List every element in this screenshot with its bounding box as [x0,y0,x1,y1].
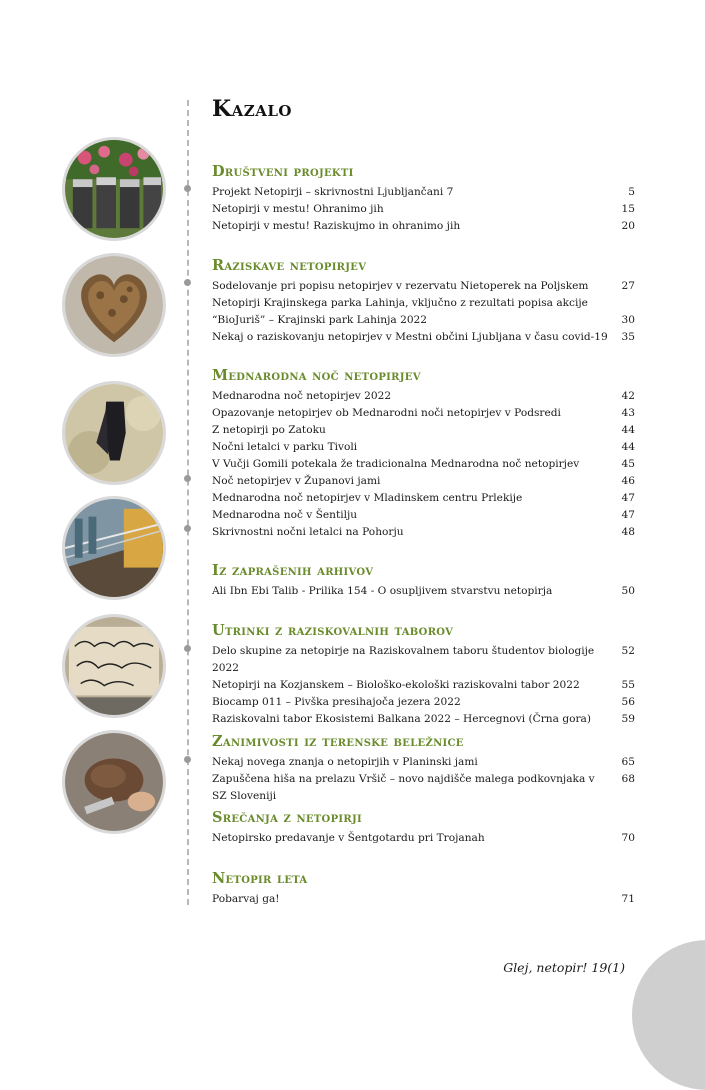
section-title: Društveni projekti [212,163,354,180]
section-srecanja [212,809,635,847]
timeline-dot [184,185,191,192]
toc-entry[interactable] [212,490,635,507]
toc-entry[interactable] [212,694,635,711]
entry-page: 20 [621,220,635,232]
entry-title: Mednarodna noč netopirjev v Mladinskem centru Prlekije [212,492,523,504]
entry-title: Raziskovalni tabor Ekosistemi Balkana 2022 – Hercegnovi (Črna gora) [212,713,591,725]
entry-page: 43 [621,407,635,419]
section-zanimivosti [212,733,635,805]
toc-entry[interactable] [212,439,635,456]
entry-page: 44 [621,424,635,436]
toc-entry[interactable] [212,405,635,422]
section-title: Mednarodna noč netopirjev [212,367,421,384]
section-arhivi [212,562,635,600]
section-title: Netopir leta [212,870,308,887]
toc-entry[interactable] [212,507,635,524]
entry-page: 50 [621,585,635,597]
toc-entry[interactable] [212,278,635,295]
timeline-dot [184,475,191,482]
section-title: Zanimivosti iz terenske beležnice [212,733,464,750]
toc-entry[interactable] [212,201,635,218]
entry-page: 47 [621,492,635,504]
section-utrinki [212,622,635,728]
photo-bat-in-hand [62,730,166,834]
entry-page: 15 [621,203,635,215]
entry-title: Z netopirji po Zatoku [212,424,326,436]
toc-entry[interactable] [212,218,635,235]
photo-bat-boxes [62,137,166,241]
entry-page: 27 [621,280,635,292]
entry-page: 48 [621,526,635,538]
footer-journal-issue: Glej, netopir! 19(1) [503,960,625,975]
entry-page: 71 [621,893,635,905]
entry-title: Biocamp 011 – Pivška presihajoča jezera 2022 [212,696,461,708]
entry-title: Mednarodna noč netopirjev 2022 [212,390,392,402]
timeline-dot [184,279,191,286]
toc-entry[interactable] [212,891,635,908]
entry-title: Ali Ibn Ebi Talib - Prilika 154 - O osupljivem stvarstvu netopirja [212,585,553,597]
entry-page: 55 [621,679,635,691]
toc-entry[interactable] [212,771,635,805]
entry-title: Netopirji na Kozjanskem – Biološko-ekološki raziskovalni tabor 2022 [212,679,580,691]
timeline-dot [184,645,191,652]
entry-page: 42 [621,390,635,402]
section-raziskave [212,257,635,346]
entry-page: 52 [621,645,635,657]
entry-title: Netopirsko predavanje v Šentgotardu pri Trojanah [212,832,485,844]
entry-page: 47 [621,509,635,521]
toc-entry[interactable] [212,473,635,490]
entry-page: 59 [621,713,635,725]
entry-title: Netopirji v mestu! Ohranimo jih [212,203,384,215]
toc-entry[interactable] [212,830,635,847]
entry-page: 45 [621,458,635,470]
toc-entry[interactable] [212,711,635,728]
section-title: Iz zaprašenih arhivov [212,562,374,579]
entry-page: 56 [621,696,635,708]
section-title: Raziskave netopirjev [212,257,367,274]
timeline-dot [184,525,191,532]
timeline-dot [184,756,191,763]
entry-title: V Vučji Gomili potekala že tradicionalna Mednarodna noč netopirjev [212,458,580,470]
entry-title: Delo skupine za netopirje na Raziskovalnem taboru študentov biologije 2022 [212,645,595,674]
photo-bat-drawings [62,614,166,718]
photo-corridor [62,496,166,600]
entry-page: 30 [621,314,635,326]
entry-title: Nekaj o raziskovanju netopirjev v Mestni občini Ljubljana v času covid-19 [212,331,608,343]
entry-page: 65 [621,756,635,768]
entry-page: 46 [621,475,635,487]
toc-entry[interactable] [212,184,635,201]
photo-hanging-bat [62,381,166,485]
entry-title: Nekaj novega znanja o netopirjih v Planinski jami [212,756,478,768]
entry-page: 70 [621,832,635,844]
entry-title: Noč netopirjev v Županovi jami [212,475,381,487]
toc-entry[interactable] [212,524,635,541]
toc-entry[interactable] [212,583,635,600]
entry-page: 5 [628,186,635,198]
entry-title: Pobarvaj ga! [212,893,280,905]
toc-entry[interactable] [212,456,635,473]
corner-decoration [632,940,705,1090]
entry-title: Skrivnostni nočni letalci na Pohorju [212,526,404,538]
toc-entry[interactable] [212,388,635,405]
photo-bat-cluster [62,253,166,357]
entry-title: Projekt Netopirji – skrivnostni Ljubljančani 7 [212,186,454,198]
entry-page: 44 [621,441,635,453]
entry-page: 35 [621,331,635,343]
entry-page: 68 [621,773,635,785]
section-mednarodna-noc [212,367,635,541]
toc-entry[interactable] [212,295,635,329]
page-title: Kazalo [212,96,292,122]
section-netopir-leta [212,870,635,908]
toc-entry[interactable] [212,643,635,677]
timeline-line [187,100,189,905]
section-title: Srečanja z netopirji [212,809,362,826]
toc-entry[interactable] [212,754,635,771]
entry-title: Sodelovanje pri popisu netopirjev v rezervatu Nietoperek na Poljskem [212,280,589,292]
toc-entry[interactable] [212,329,635,346]
entry-title: Netopirji Krajinskega parka Lahinja, vključno z rezultati popisa akcije “BioJuriš” – Krajinski park Lahinja 2022 [212,297,588,326]
toc-entry[interactable] [212,677,635,694]
entry-title: Opazovanje netopirjev ob Mednarodni noči netopirjev v Podsredi [212,407,561,419]
entry-title: Netopirji v mestu! Raziskujmo in ohranimo jih [212,220,461,232]
entry-title: Mednarodna noč v Šentilju [212,509,358,521]
entry-title: Zapuščena hiša na prelazu Vršič – novo najdišče malega podkovnjaka v SZ Sloveniji [212,773,595,802]
section-title: Utrinki z raziskovalnih taborov [212,622,454,639]
section-drustveni-projekti [212,163,635,235]
toc-entry[interactable] [212,422,635,439]
entry-title: Nočni letalci v parku Tivoli [212,441,358,453]
